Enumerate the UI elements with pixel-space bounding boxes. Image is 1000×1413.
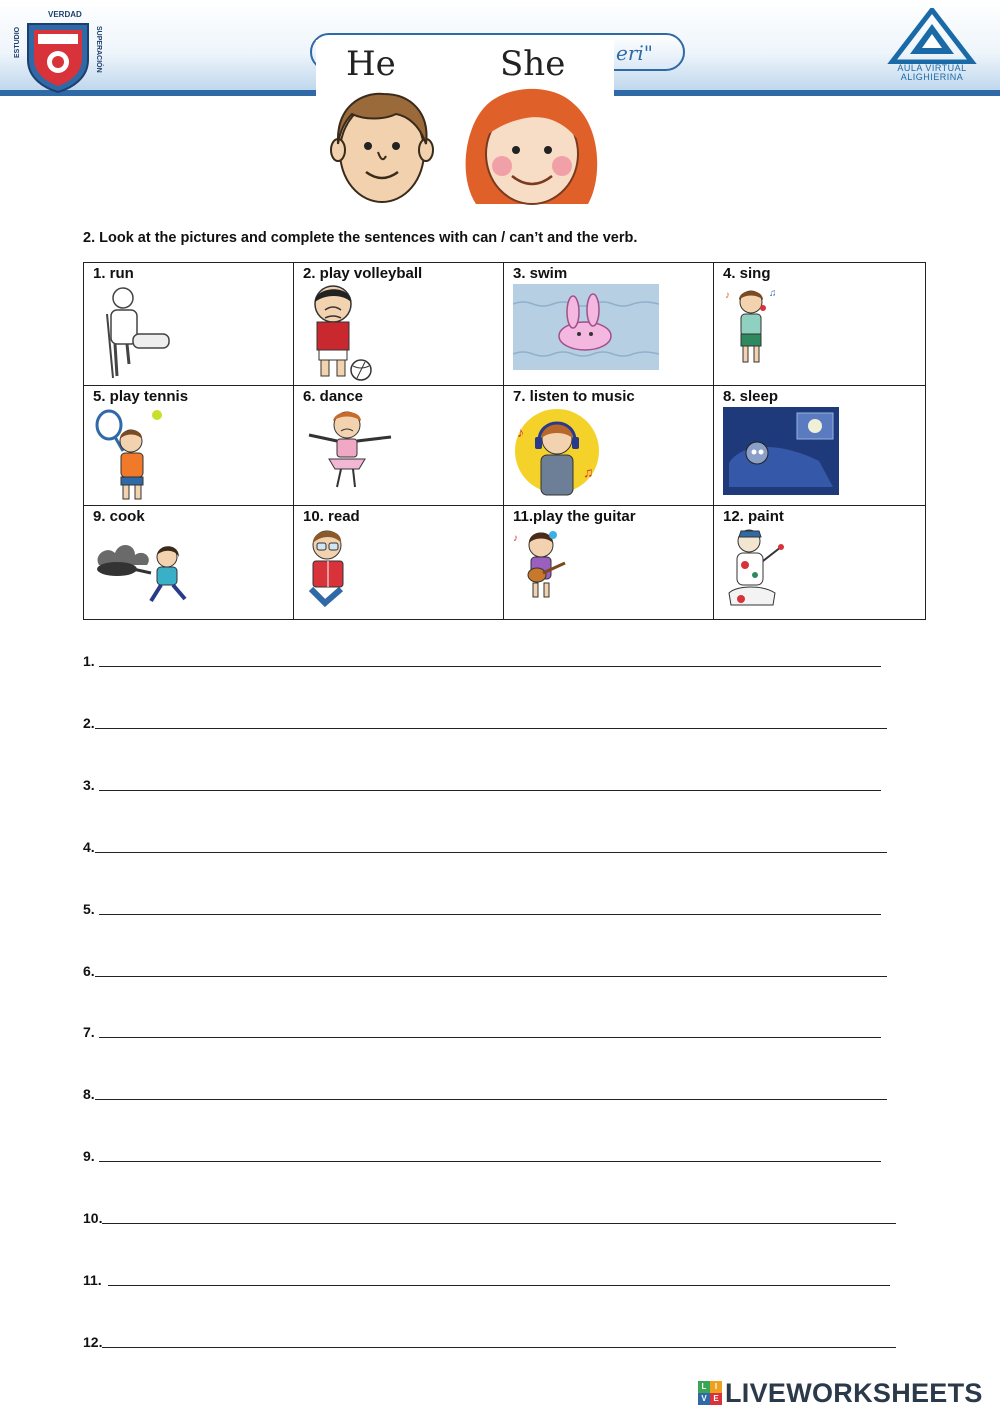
- man-awake-in-bed-icon: [723, 407, 839, 495]
- mark-letter: I: [710, 1381, 722, 1393]
- table-row: [84, 506, 926, 620]
- crest-motto-right: SUPERACIÓN: [95, 26, 102, 73]
- activity-picture-table: [83, 262, 926, 620]
- answer-number: 10.: [83, 1210, 103, 1226]
- triangle-logo-icon: [880, 8, 984, 64]
- girl-dancing-icon: [303, 407, 399, 491]
- rabbit-in-water-icon: [513, 284, 659, 370]
- svg-text:♪: ♪: [725, 290, 730, 301]
- girl-singing-icon: [723, 284, 783, 366]
- activity-label: 3. swim: [513, 265, 568, 282]
- activity-cell: [84, 263, 294, 386]
- pronoun-he-label: He: [346, 44, 396, 84]
- activity-label: 9. cook: [93, 508, 145, 525]
- answer-input-line[interactable]: [102, 1347, 896, 1348]
- activity-cell: [714, 506, 926, 620]
- activity-label: 8. sleep: [723, 388, 779, 405]
- girl-guitar-icon: [513, 527, 569, 601]
- answer-line: [83, 893, 881, 917]
- injured-man-crutches-icon: [93, 284, 173, 380]
- answer-input-line[interactable]: [95, 976, 887, 977]
- activity-label: 4. sing: [723, 265, 771, 282]
- answer-input-line[interactable]: [99, 666, 881, 667]
- answer-line: [83, 1264, 890, 1288]
- answer-line: [83, 831, 887, 855]
- answer-number: 7.: [83, 1024, 95, 1040]
- activity-cell: [714, 386, 926, 506]
- activity-label: 11.play the guitar: [513, 508, 636, 525]
- svg-text:♪: ♪: [517, 424, 524, 440]
- liveworksheets-mark-icon: [698, 1381, 722, 1405]
- answer-input-line[interactable]: [99, 914, 881, 915]
- activity-cell: [504, 263, 714, 386]
- activity-cell: [294, 506, 504, 620]
- mark-letter: V: [698, 1393, 710, 1405]
- shield-icon: [24, 20, 92, 94]
- aula-logo-text: [880, 64, 984, 82]
- answer-number: 12.: [83, 1334, 103, 1350]
- activity-label: 1. run: [93, 265, 134, 282]
- activity-label: 10. read: [303, 508, 360, 525]
- answer-line: [83, 769, 881, 793]
- liveworksheets-brand: LIVEWORKSHEETS: [725, 1377, 983, 1408]
- answer-input-line[interactable]: [99, 1161, 881, 1162]
- answer-input-line[interactable]: [95, 852, 887, 853]
- answer-line: [83, 1140, 881, 1164]
- answer-number: 1.: [83, 653, 95, 669]
- mark-letter: L: [698, 1381, 710, 1393]
- activity-cell: [504, 386, 714, 506]
- answer-number: 4.: [83, 839, 95, 855]
- girl-face-icon: [456, 84, 606, 208]
- answer-line: [83, 707, 887, 731]
- exercise-instruction: 2. Look at the pictures and complete the sentences with can / can’t and the verb.: [83, 230, 638, 246]
- activity-cell: [294, 386, 504, 506]
- aula-logo-line2: ALIGHIERINA: [900, 72, 964, 82]
- answer-number: 3.: [83, 777, 95, 793]
- pronoun-card: [316, 40, 614, 208]
- answer-number: 9.: [83, 1148, 95, 1164]
- answer-line: [83, 1016, 881, 1040]
- answer-line: [83, 1202, 896, 1226]
- boy-face-icon: [322, 86, 442, 206]
- activity-label: 6. dance: [303, 388, 364, 405]
- crest-motto-top: VERDAD: [48, 10, 82, 19]
- answer-number: 8.: [83, 1086, 95, 1102]
- girl-headphones-icon: [513, 407, 601, 501]
- activity-cell: [84, 506, 294, 620]
- boy-tennis-icon: [93, 407, 167, 503]
- aula-logo-line1: AULA VIRTUAL: [897, 63, 967, 73]
- mark-letter: E: [710, 1393, 722, 1405]
- boy-reading-icon: [303, 527, 353, 607]
- table-row: [84, 386, 926, 506]
- liveworksheets-logo[interactable]: [698, 1378, 994, 1408]
- answer-line: [83, 955, 887, 979]
- svg-text:♫: ♫: [583, 464, 594, 480]
- activity-cell: [84, 386, 294, 506]
- activity-label: 5. play tennis: [93, 388, 189, 405]
- header-title-fragment: eri": [616, 41, 653, 65]
- activity-cell: [504, 506, 714, 620]
- answer-input-line[interactable]: [99, 790, 881, 791]
- answer-input-line[interactable]: [102, 1223, 896, 1224]
- activity-label: 2. play volleyball: [303, 265, 423, 282]
- answer-line: [83, 1326, 896, 1350]
- answer-input-line[interactable]: [99, 1037, 881, 1038]
- table-row: [84, 263, 926, 386]
- answer-input-line[interactable]: [108, 1285, 890, 1286]
- aula-virtual-logo: [880, 8, 984, 92]
- svg-text:♫: ♫: [769, 288, 777, 299]
- answer-number: 5.: [83, 901, 95, 917]
- answer-line: [83, 645, 881, 669]
- girl-smoking-pan-icon: [93, 535, 193, 607]
- svg-text:♪: ♪: [513, 533, 518, 544]
- answer-number: 11.: [83, 1272, 102, 1288]
- answer-line: [83, 1078, 887, 1102]
- answer-input-line[interactable]: [95, 1099, 887, 1100]
- pronoun-she-label: She: [500, 44, 566, 84]
- crest-motto-left: ESTUDIO: [14, 26, 21, 58]
- activity-cell: [714, 263, 926, 386]
- answer-number: 6.: [83, 963, 95, 979]
- answer-input-line[interactable]: [95, 728, 887, 729]
- activity-cell: [294, 263, 504, 386]
- answer-number: 2.: [83, 715, 95, 731]
- activity-label: 7. listen to music: [513, 388, 635, 405]
- school-crest: [10, 8, 110, 92]
- boy-volleyball-icon: [303, 284, 375, 382]
- man-painting-mess-icon: [723, 527, 785, 611]
- activity-label: 12. paint: [723, 508, 784, 525]
